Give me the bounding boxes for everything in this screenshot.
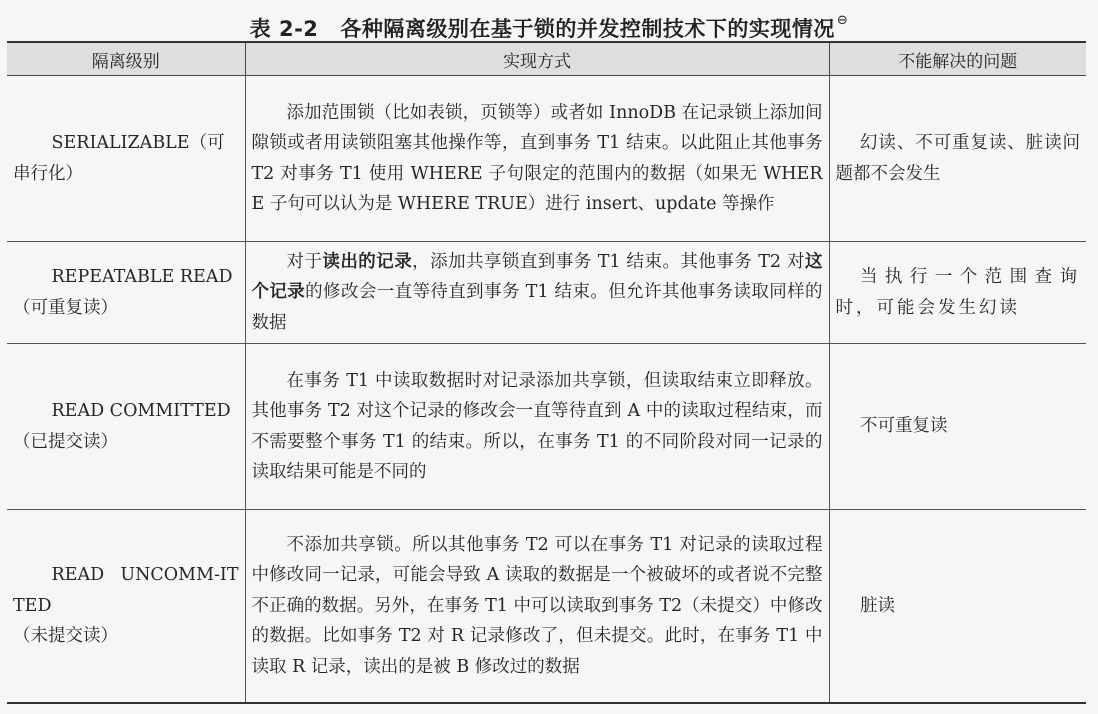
level-name: READ COMMITTED xyxy=(51,401,231,421)
isolation-level-cell xyxy=(7,242,245,344)
table-caption xyxy=(0,4,1098,41)
level-name: SERIALIZABLE（可 xyxy=(51,133,225,153)
header-implementation: 实现方式 xyxy=(245,42,829,76)
isolation-level-cell xyxy=(7,510,245,704)
implementation-cell xyxy=(245,242,829,344)
isolation-level-cell xyxy=(7,76,245,242)
level-name: READ UNCOMM-ITTED xyxy=(13,565,239,616)
level-cn-name: （已提交读） xyxy=(13,431,118,452)
header-unsolved-problems: 不能解决的问题 xyxy=(829,42,1086,76)
impl-bold-text: 这个记录 xyxy=(251,251,823,303)
problem-cell: 脏读 xyxy=(829,510,1086,704)
table-title: 各种隔离级别在基于锁的并发控制技术下的实现情况 xyxy=(340,17,835,41)
impl-text: 对于 xyxy=(286,251,323,272)
problem-cell: 当执行一个范围查询时，可能会发生幻读 xyxy=(829,242,1086,344)
table-row-read-uncommitted xyxy=(7,510,1086,704)
implementation-cell: 不添加共享锁。所以其他事务 T2 可以在事务 T1 对记录的读取过程中修改同一记录，可能会导致 A 读取的数据是一个被破坏的或者说不完整不正确的数据。另外，在事务 T1 中可以读取到事务 T2（未提交）中修改的数据。比如事务 T2 对 R 记录修改了，但未提交。此时，在事务 T1 中读取 R 记录，读出的是被 B 修改过的数据 xyxy=(245,510,829,704)
table-number: 表 2-2 xyxy=(249,17,319,41)
header-isolation-level: 隔离级别 xyxy=(7,42,245,76)
impl-text: 的修改会一直等待直到事务 T1 结束。但允许其他事务读取同样的数据 xyxy=(251,282,823,333)
table-row-read-committed xyxy=(7,344,1086,510)
implementation-cell: 添加范围锁（比如表锁，页锁等）或者如 InnoDB 在记录锁上添加间隙锁或者用读锁阻塞其他操作等，直到事务 T1 结束。以此阻止其他事务 T2 对事务 T1 使用 WHERE 子句限定的范围内的数据（如果无 WHERE 子句可以认为是 WHERE TRUE）进行 insert、update 等操作 xyxy=(245,76,829,242)
footnote-mark: ⊖ xyxy=(836,13,849,28)
isolation-level-cell xyxy=(7,344,245,510)
table-row-serializable xyxy=(7,76,1086,242)
problem-cell: 幻读、不可重复读、脏读问题都不会发生 xyxy=(829,76,1086,242)
implementation-cell: 在事务 T1 中读取数据时对记录添加共享锁，但读取结束立即释放。其他事务 T2 对这个记录的修改会一直等待直到 A 中的读取过程结束，而不需要整个事务 T1 的结束。所以，在事务 T1 的不同阶段对同一记录的读取结果可能是不同的 xyxy=(245,344,829,510)
level-name: REPEATABLE READ xyxy=(51,267,233,287)
level-cn-name: （可重复读） xyxy=(13,297,118,318)
problem-cell: 不可重复读 xyxy=(829,344,1086,510)
impl-bold-text: 读出的记录 xyxy=(322,251,413,272)
header-row xyxy=(7,42,1086,76)
isolation-level-table xyxy=(7,41,1086,704)
impl-text: ，添加共享锁直到事务 T1 结束。其他事务 T2 对 xyxy=(412,251,805,272)
level-cn-name: 串行化） xyxy=(13,163,83,184)
table-row-repeatable-read xyxy=(7,242,1086,344)
level-cn-name: （未提交读） xyxy=(13,626,118,647)
